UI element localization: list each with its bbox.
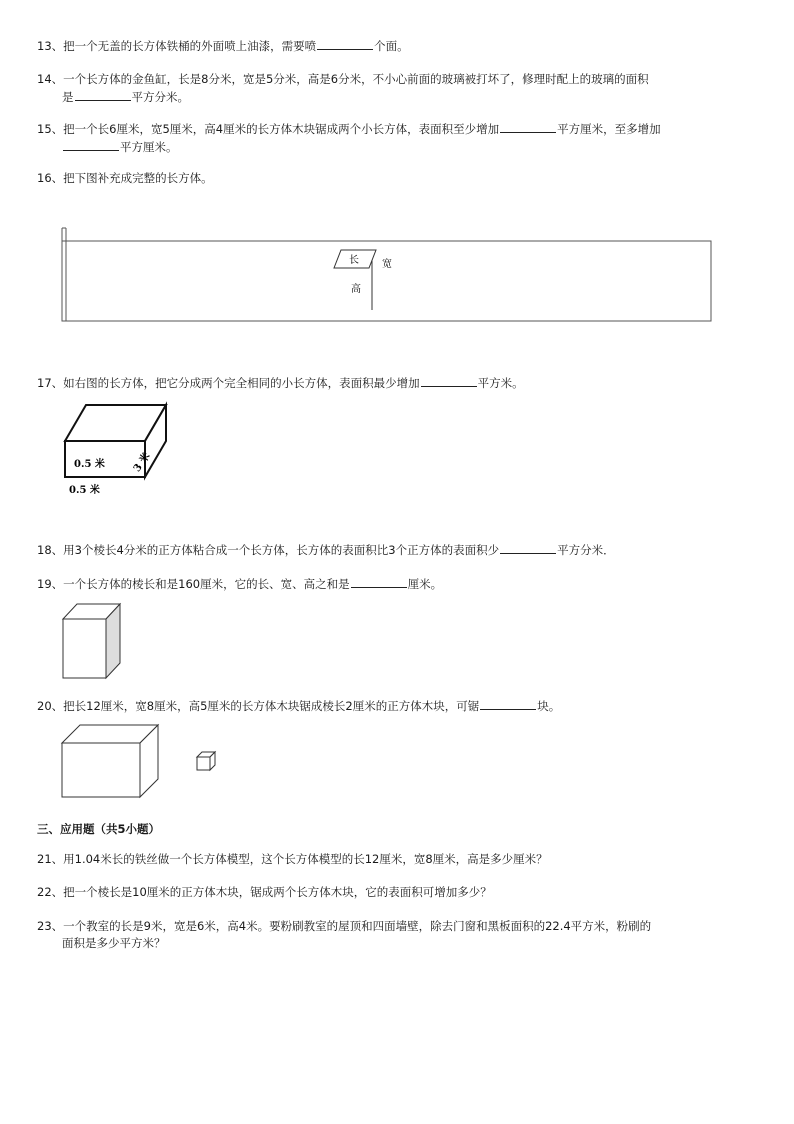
q16-text: 16、把下图补充成完整的长方体。	[37, 171, 213, 185]
q15-mid: 平方厘米，至多增加	[557, 122, 661, 136]
q22-text: 22、把一个棱长是10厘米的正方体木块，锯成两个长方体木块，它的表面积可增加多少？	[37, 885, 492, 899]
section-3-heading: 三、应用题（共5小题）	[37, 822, 161, 836]
q13-text: 13、把一个无盖的长方体铁桶的外面喷上油漆，需要喷	[37, 39, 317, 53]
q18-answer-blank[interactable]	[500, 541, 556, 554]
q20-text: 20、把长12厘米，宽8厘米，高5厘米的长方体木块锯成棱长2厘米的正方体木块，可锯	[37, 699, 480, 713]
question-19	[37, 575, 442, 593]
question-20	[37, 697, 560, 715]
q20-small-cube	[197, 752, 215, 770]
q18-suffix: 平方分米．	[557, 543, 615, 557]
q20-answer-blank[interactable]	[480, 697, 536, 710]
q16-width-label: 宽	[382, 259, 392, 270]
q14-text: 14、一个长方体的金鱼缸，长是8分米，宽是5分米，高是6分米，不小心前面的玻璃被打坏了，修理时配上的玻璃的面积	[37, 72, 649, 86]
q17-text: 17、如右图的长方体，把它分成两个完全相同的小长方体，表面积最少增加	[37, 376, 420, 390]
question-21	[37, 851, 548, 868]
q17-cuboid	[65, 405, 166, 496]
q16-length-label: 长	[349, 255, 359, 266]
q21-text: 21、用1.04米长的铁丝做一个长方体模型，这个长方体模型的长12厘米，宽8厘米，高是多少厘米？	[37, 852, 548, 866]
question-23	[37, 918, 651, 952]
q17-width-label: 0.5 米	[69, 485, 100, 496]
question-22	[37, 884, 492, 901]
q17-answer-blank[interactable]	[421, 374, 477, 387]
q13-suffix: 个面。	[374, 39, 409, 53]
q19-cuboid	[63, 604, 120, 678]
q17-height-label: 0.5 米	[74, 459, 105, 470]
q20-suffix: 块。	[537, 699, 561, 713]
q19-text: 19、一个长方体的棱长和是160厘米，它的长、宽、高之和是	[37, 577, 350, 591]
q19-front-face	[63, 619, 106, 678]
question-18	[37, 541, 615, 559]
q14-suffix: 平方分米。	[131, 90, 189, 104]
q15-text: 15、把一个长6厘米，宽5厘米，高4厘米的长方体木块锯成两个小长方体，表面积至少增加	[37, 122, 500, 136]
q14-prefix: 是	[62, 90, 74, 104]
q18-text: 18、用3个棱长4分米的正方体粘合成一个长方体，长方体的表面积比3个正方体的表面积少	[37, 543, 500, 557]
q20-cube-front	[197, 757, 210, 770]
q16-height-label: 高	[351, 284, 361, 295]
q20-front-face	[62, 743, 140, 797]
question-17	[37, 374, 524, 392]
q20-cuboid	[62, 725, 158, 797]
q15-suffix: 平方厘米。	[120, 140, 178, 154]
q16-frame	[62, 241, 711, 321]
q23-continuation: 面积是多少平方米？	[62, 936, 166, 950]
q17-length-label: 3 米	[131, 451, 153, 475]
q19-answer-blank[interactable]	[351, 575, 407, 588]
q23-text: 23、一个教室的长是9米，宽是6米，高4米。要粉刷教室的屋顶和四面墙壁，除去门窗和黑板面积的22.4平方米，粉刷的	[37, 919, 652, 933]
q17-suffix: 平方米。	[477, 376, 524, 390]
q19-suffix: 厘米。	[407, 577, 443, 591]
